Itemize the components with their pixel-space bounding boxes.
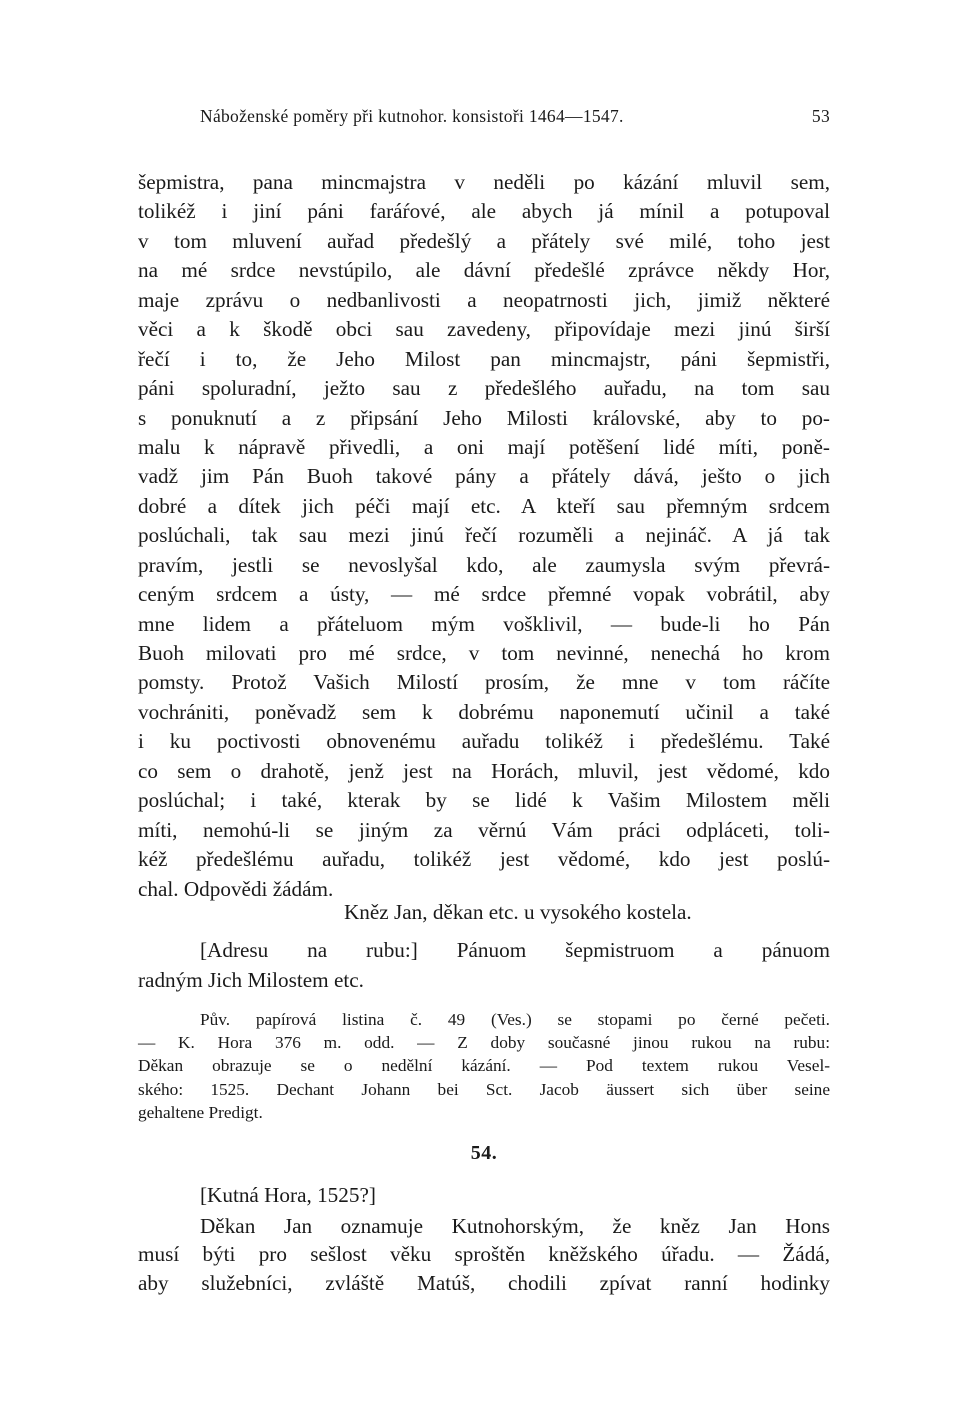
running-head-title: Náboženské poměry při kutnohor. konsistoři 1464—1547.: [200, 106, 624, 126]
note-line: ského: 1525. Dechant Johann bei Sct. Jacob äussert sich über seine: [138, 1079, 830, 1099]
body-line: v tom mluvení auřad předešlý a přátely své milé, toho jest: [138, 228, 830, 253]
address-line: radným Jich Milostem etc.: [138, 967, 364, 992]
body-line: páni spoluradní, ježto sau z předešlého auřadu, na tom sau: [138, 376, 830, 401]
running-head: [200, 106, 830, 130]
body-line: Buoh milovati pro mé srdce, v tom nevinné, nenechá ho krom: [138, 641, 830, 665]
body-line: mne lidem a přáteluom mým vošklivil, — bude-li ho Pán: [138, 611, 830, 636]
address-note: [138, 936, 830, 995]
body-line: pravím, jestli se nevoslyšal kdo, ale zaumysla svým převrá-: [138, 552, 830, 577]
note-line: gehaltene Predigt.: [138, 1102, 263, 1122]
body-line: i ku poctivosti obnovenému auřadu tolikéž i předešlému. Také: [138, 729, 830, 754]
body-line: řečí i to, že Jeho Milost pan mincmajstr, páni šepmistři,: [138, 346, 830, 371]
document-summary: [138, 1212, 830, 1297]
body-line: malu k nápravě přivedli, a oni mají potěšení lidé míti, poně-: [138, 434, 830, 459]
body-line: poslúchali, tak sau mezi jinú řečí rozuměli a nejináč. A já tak: [138, 523, 830, 548]
letter-body: [138, 168, 830, 904]
body-line: míti, nemohú-li se jiným za věrnú Vám práci odpláceti, toli-: [138, 817, 830, 842]
address-line: [Adresu na rubu:] Pánuom šepmistruom a pánuom: [200, 938, 830, 962]
body-line: chal. Odpovědi žádám.: [138, 876, 334, 901]
document-number: 54.: [470, 1142, 498, 1164]
body-line: vadž jim Pán Buoh takové pány a přátely dává, ješto o jich: [138, 464, 830, 489]
note-line: — K. Hora 376 m. odd. — Z doby současné jinou rukou na rubu:: [138, 1033, 830, 1053]
page-number: 53: [811, 106, 830, 126]
body-line: pomsty. Protož Vašich Milostí prosím, že mne v tom ráčíte: [138, 670, 830, 695]
body-line: vochrániti, poněvadž sem k dobrému naponemutí učinil a také: [138, 699, 830, 724]
body-line: kéž předešlému auřadu, tolikéž jest vědomé, kdo jest poslú-: [138, 847, 830, 872]
body-line: s ponuknutí a z připsání Jeho Milosti královské, aby to po-: [138, 405, 830, 430]
body-line: tolikéž i jiní páni faráŕové, ale abych já mínil a potupoval: [138, 199, 830, 224]
body-line: co sem o drahotě, jenž jest na Horách, mluvil, jest vědomé, kdo: [138, 758, 830, 783]
body-line: dobré a dítek jich péči mají etc. A kteří sau přemným srdcem: [138, 493, 830, 518]
note-line: Pův. papírová listina č. 49 (Ves.) se stopami po černé pečeti.: [200, 1010, 830, 1029]
body-line: na mé srdce nevstúpilo, ale dávní předešlé zprávce někdy Hor,: [138, 258, 830, 283]
body-line: poslúchal; i také, kterak by se lidé k Vašim Milostem měli: [138, 788, 830, 813]
body-line: věci a k škodě obci sau zavedeny, připovídaje mezi jinú širší: [138, 317, 830, 342]
body-line: šepmistra, pana mincmajstra v neděli po kázání mluvil sem,: [138, 170, 830, 194]
summary-line: Děkan Jan oznamuje Kutnohorským, že kněz Jan Hons: [200, 1214, 830, 1238]
summary-line: musí býti pro sešlost věku sproštěn kněžského úřadu. — Žádá,: [138, 1242, 830, 1267]
note-line: Děkan obrazuje se o nedělní kázání. — Pod textem rukou Vesel-: [138, 1056, 830, 1076]
body-line: maje zprávu o nedbanlivosti a neopatrnosti jich, jimiž některé: [138, 287, 830, 312]
dateline: [Kutná Hora, 1525?]: [200, 1183, 376, 1207]
book-page: [138, 0, 830, 1419]
body-line: ceným srdcem a ústy, — mé srdce přemné vopak vobrátil, aby: [138, 582, 830, 607]
source-notes: [138, 1008, 830, 1124]
signature: Kněz Jan, děkan etc. u vysokého kostela.: [344, 900, 692, 924]
summary-line: aby služebníci, zvláště Matúš, chodili zpívat ranní hodinky: [138, 1270, 830, 1295]
